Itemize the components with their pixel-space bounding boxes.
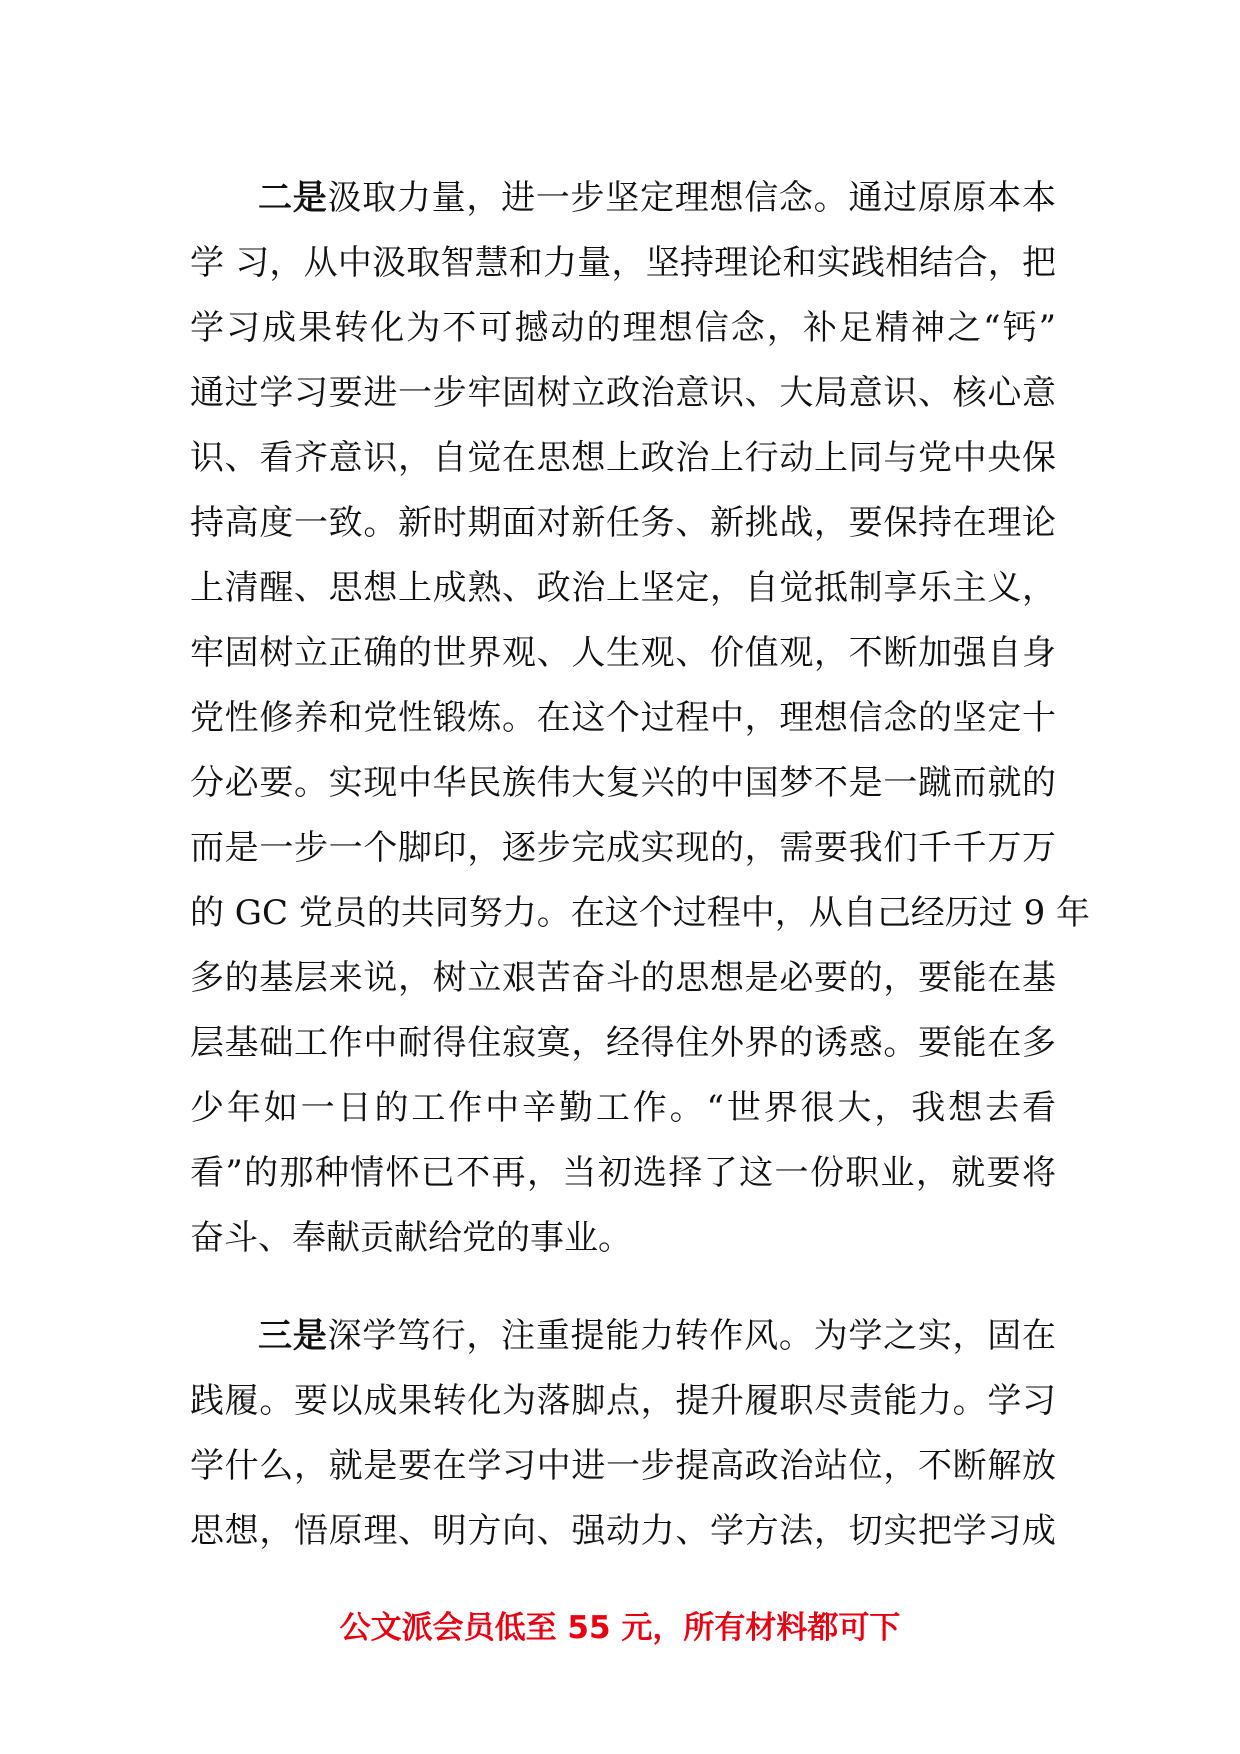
paragraph-line: 二是汲取力量，进一步坚定理想信念。通过原原本本 [258, 178, 1057, 218]
paragraph-3 [190, 1304, 1056, 1564]
paragraph-line: 学习成果转化为不可撼动的理想信念，补足精神之“钙” [190, 308, 1056, 348]
paragraph-line: 层基础工作中耐得住寂寞，经得住外界的诱惑。要能在多 [190, 1023, 1056, 1063]
paragraph-lead: 三是 [258, 1316, 328, 1356]
paragraph-line: 学 习，从中汲取智慧和力量，坚持理论和实践相结合，把 [190, 243, 1056, 283]
paragraph-spacer [190, 1271, 1056, 1304]
paragraph-line: 学什么，就是要在学习中进一步提高政治站位，不断解放 [190, 1446, 1056, 1486]
paragraph-lead: 二是 [258, 178, 328, 218]
paragraph-line: 识、看齐意识，自觉在思想上政治上行动上同与党中央保 [190, 438, 1056, 478]
document-body [190, 166, 1091, 1564]
paragraph-line: 而是一步一个脚印，逐步完成实现的，需要我们千千万万 [190, 828, 1056, 868]
paragraph-line: 牢固树立正确的世界观、人生观、价值观，不断加强自身 [190, 633, 1056, 673]
promo-footer: 公文派会员低至 55 元，所有材料都可下 [339, 1610, 901, 1646]
paragraph-line: 看”的那种情怀已不再，当初选择了这一份职业，就要将 [190, 1153, 1056, 1193]
paragraph-line: 少年如一日的工作中辛勤工作。“世界很大，我想去看 [190, 1088, 1056, 1128]
paragraph-line: 通过学习要进一步牢固树立政治意识、大局意识、核心意 [190, 373, 1056, 413]
paragraph-line: 分必要。实现中华民族伟大复兴的中国梦不是一蹴而就的 [190, 763, 1056, 803]
paragraph-line: 践履。要以成果转化为落脚点，提升履职尽责能力。学习 [190, 1381, 1056, 1421]
paragraph-line: 上清醒、思想上成熟、政治上坚定，自觉抵制享乐主义， [190, 568, 1056, 608]
paragraph-2 [190, 166, 1091, 1271]
paragraph-line: 持高度一致。新时期面对新任务、新挑战，要保持在理论 [190, 503, 1056, 543]
paragraph-line: 三是深学笃行，注重提能力转作风。为学之实，固在 [258, 1316, 1057, 1356]
paragraph-line: 党性修养和党性锻炼。在这个过程中，理想信念的坚定十 [190, 698, 1056, 738]
paragraph-line: 思想，悟原理、明方向、强动力、学方法，切实把学习成 [190, 1511, 1056, 1551]
paragraph-line: 的 GC 党员的共同努力。在这个过程中，从自己经历过 9 年 [190, 893, 1091, 933]
paragraph-line: 奋斗、奉献贡献给党的事业。 [190, 1218, 632, 1258]
paragraph-line: 多的基层来说，树立艰苦奋斗的思想是必要的，要能在基 [190, 958, 1056, 998]
